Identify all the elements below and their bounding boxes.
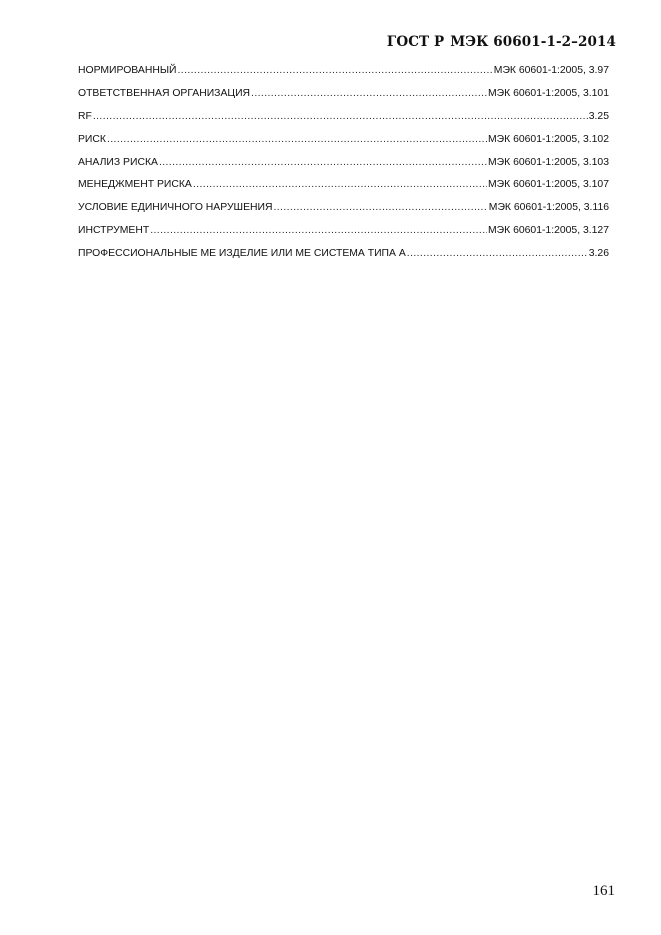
page-number: 161 [592, 883, 615, 899]
index-term: УСЛОВИЕ ЕДИНИЧНОГО НАРУШЕНИЯ [78, 202, 273, 214]
index-entry [78, 64, 609, 87]
index-entry [78, 247, 609, 270]
index-term: ПРОФЕССИОНАЛЬНЫЕ МЕ ИЗДЕЛИЕ ИЛИ МЕ СИСТЕМА ТИПА А [78, 248, 406, 260]
index-entry [78, 87, 609, 110]
index-entry [78, 178, 609, 201]
index-term: МЕНЕДЖМЕНТ РИСКА [78, 179, 192, 191]
index-entry [78, 201, 609, 224]
index-reference: МЭК 60601-1:2005, 3.101 [488, 87, 609, 99]
index-reference: МЭК 60601-1:2005, 3.107 [488, 179, 609, 191]
index-term: НОРМИРОВАННЫЙ [78, 65, 177, 76]
dot-leader [193, 178, 487, 192]
index-reference: МЭК 60601-1:2005, 3.116 [488, 202, 609, 214]
dot-leader [150, 224, 487, 238]
index-term: РИСК [78, 133, 106, 145]
standard-prefix: ГОСТ Р [386, 34, 445, 50]
dot-leader [251, 87, 487, 101]
dot-leader [407, 247, 588, 261]
index-reference: МЭК 60601-1:2005, 3.127 [488, 225, 609, 237]
index-entry [78, 224, 609, 247]
dot-leader [107, 133, 487, 147]
term-index-list [78, 64, 609, 270]
dot-leader [93, 110, 588, 124]
index-reference: МЭК 60601-1:2005, 3.97 [493, 65, 609, 76]
index-term: ИНСТРУМЕНТ [78, 225, 150, 237]
index-entry [78, 156, 609, 179]
dot-leader [273, 201, 487, 215]
index-reference: МЭК 60601-1:2005, 3.102 [488, 133, 609, 145]
index-reference: 3.25 [588, 110, 609, 122]
index-term: RF [78, 110, 92, 122]
dot-leader [159, 156, 487, 170]
page-header [387, 34, 616, 50]
index-term: ОТВЕТСТВЕННАЯ ОРГАНИЗАЦИЯ [78, 87, 251, 99]
standard-code: МЭК 60601-1-2–2014 [450, 34, 616, 50]
index-reference: МЭК 60601-1:2005, 3.103 [488, 156, 609, 168]
index-entry [78, 110, 609, 133]
index-reference: 3.26 [588, 248, 609, 260]
index-term: АНАЛИЗ РИСКА [78, 156, 158, 168]
dot-leader [178, 64, 493, 78]
index-entry [78, 133, 609, 156]
